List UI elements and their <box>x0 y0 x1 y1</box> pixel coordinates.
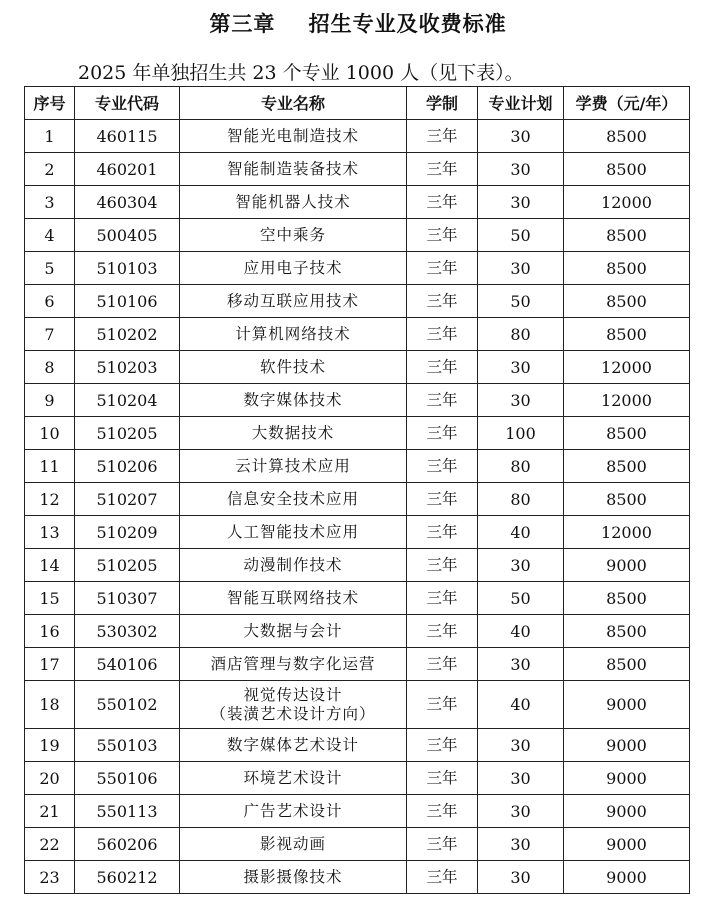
cell-index: 17 <box>25 648 75 681</box>
cell-years: 三年 <box>407 516 478 549</box>
cell-index: 13 <box>25 516 75 549</box>
cell-major-name: 摄影摄像技术 <box>180 861 407 894</box>
cell-fee: 9000 <box>564 795 690 828</box>
cell-index: 14 <box>25 549 75 582</box>
cell-major-name: 数字媒体艺术设计 <box>180 729 407 762</box>
cell-major-code: 510207 <box>75 483 180 516</box>
cell-years: 三年 <box>407 450 478 483</box>
cell-index: 20 <box>25 762 75 795</box>
cell-plan: 50 <box>478 285 564 318</box>
cell-major-name: 移动互联应用技术 <box>180 285 407 318</box>
cell-major-name: 智能光电制造技术 <box>180 120 407 153</box>
table-row <box>25 417 690 450</box>
cell-years: 三年 <box>407 615 478 648</box>
cell-major-name: 环境艺术设计 <box>180 762 407 795</box>
cell-index: 4 <box>25 219 75 252</box>
table-row <box>25 285 690 318</box>
cell-years: 三年 <box>407 351 478 384</box>
cell-plan: 50 <box>478 582 564 615</box>
cell-fee: 12000 <box>564 186 690 219</box>
cell-plan: 30 <box>478 795 564 828</box>
cell-major-name <box>180 681 407 729</box>
cell-major-name: 空中乘务 <box>180 219 407 252</box>
cell-index: 18 <box>25 681 75 729</box>
cell-fee: 12000 <box>564 351 690 384</box>
majors-fee-table <box>24 86 690 894</box>
cell-fee: 8500 <box>564 615 690 648</box>
intro-paragraph: 2025 年单独招生共 23 个专业 1000 人（见下表）。 <box>78 62 524 84</box>
cell-major-code: 560212 <box>75 861 180 894</box>
cell-major-code: 510103 <box>75 252 180 285</box>
table-row <box>25 549 690 582</box>
cell-plan: 30 <box>478 549 564 582</box>
cell-plan: 30 <box>478 828 564 861</box>
cell-index: 7 <box>25 318 75 351</box>
table-row <box>25 351 690 384</box>
cell-fee: 12000 <box>564 384 690 417</box>
major-name-subline: （装潢艺术设计方向） <box>210 704 376 723</box>
table-row <box>25 648 690 681</box>
cell-index: 15 <box>25 582 75 615</box>
cell-plan: 30 <box>478 762 564 795</box>
cell-years: 三年 <box>407 384 478 417</box>
cell-major-code: 550113 <box>75 795 180 828</box>
cell-major-name: 人工智能技术应用 <box>180 516 407 549</box>
cell-years: 三年 <box>407 318 478 351</box>
cell-fee: 8500 <box>564 483 690 516</box>
cell-index: 2 <box>25 153 75 186</box>
cell-years: 三年 <box>407 861 478 894</box>
cell-plan: 30 <box>478 648 564 681</box>
table-row <box>25 483 690 516</box>
cell-major-code: 510202 <box>75 318 180 351</box>
cell-years: 三年 <box>407 252 478 285</box>
table-row <box>25 219 690 252</box>
cell-major-name: 软件技术 <box>180 351 407 384</box>
cell-years: 三年 <box>407 120 478 153</box>
table-row <box>25 762 690 795</box>
cell-major-code: 500405 <box>75 219 180 252</box>
table-row <box>25 582 690 615</box>
cell-plan: 50 <box>478 219 564 252</box>
table-row <box>25 120 690 153</box>
cell-years: 三年 <box>407 219 478 252</box>
cell-years: 三年 <box>407 729 478 762</box>
cell-plan: 30 <box>478 120 564 153</box>
cell-years: 三年 <box>407 285 478 318</box>
cell-major-name: 大数据与会计 <box>180 615 407 648</box>
cell-plan: 30 <box>478 729 564 762</box>
cell-fee: 8500 <box>564 120 690 153</box>
cell-years: 三年 <box>407 648 478 681</box>
cell-fee: 9000 <box>564 681 690 729</box>
cell-major-code: 510205 <box>75 549 180 582</box>
cell-major-name: 智能机器人技术 <box>180 186 407 219</box>
cell-plan: 30 <box>478 861 564 894</box>
cell-years: 三年 <box>407 681 478 729</box>
cell-index: 22 <box>25 828 75 861</box>
cell-major-code: 510106 <box>75 285 180 318</box>
table-row <box>25 828 690 861</box>
cell-major-name: 应用电子技术 <box>180 252 407 285</box>
cell-index: 8 <box>25 351 75 384</box>
cell-index: 23 <box>25 861 75 894</box>
header-name: 专业名称 <box>180 87 407 120</box>
cell-major-code: 560206 <box>75 828 180 861</box>
table-row <box>25 729 690 762</box>
table-row <box>25 384 690 417</box>
cell-major-name: 酒店管理与数字化运营 <box>180 648 407 681</box>
cell-index: 6 <box>25 285 75 318</box>
chapter-title: 第三章 招生专业及收费标准 <box>209 12 507 36</box>
table-row <box>25 681 690 729</box>
cell-major-code: 530302 <box>75 615 180 648</box>
cell-major-name: 信息安全技术应用 <box>180 483 407 516</box>
header-years: 学制 <box>407 87 478 120</box>
header-index: 序号 <box>25 87 75 120</box>
cell-plan: 30 <box>478 186 564 219</box>
cell-plan: 40 <box>478 516 564 549</box>
cell-fee: 12000 <box>564 516 690 549</box>
cell-years: 三年 <box>407 762 478 795</box>
header-plan: 专业计划 <box>478 87 564 120</box>
table-header <box>25 87 690 120</box>
cell-major-name: 大数据技术 <box>180 417 407 450</box>
cell-major-code: 510206 <box>75 450 180 483</box>
cell-fee: 8500 <box>564 648 690 681</box>
cell-index: 5 <box>25 252 75 285</box>
cell-major-code: 510204 <box>75 384 180 417</box>
cell-major-code: 550102 <box>75 681 180 729</box>
header-fee: 学费（元/年） <box>564 87 690 120</box>
cell-index: 1 <box>25 120 75 153</box>
cell-years: 三年 <box>407 795 478 828</box>
cell-major-name: 广告艺术设计 <box>180 795 407 828</box>
cell-index: 12 <box>25 483 75 516</box>
cell-major-name: 计算机网络技术 <box>180 318 407 351</box>
cell-major-name: 影视动画 <box>180 828 407 861</box>
cell-fee: 8500 <box>564 450 690 483</box>
table-row <box>25 795 690 828</box>
cell-years: 三年 <box>407 186 478 219</box>
cell-fee: 9000 <box>564 828 690 861</box>
cell-major-code: 510209 <box>75 516 180 549</box>
table-row <box>25 186 690 219</box>
header-code: 专业代码 <box>75 87 180 120</box>
cell-major-name: 智能互联网络技术 <box>180 582 407 615</box>
cell-major-code: 540106 <box>75 648 180 681</box>
cell-major-code: 550106 <box>75 762 180 795</box>
cell-fee: 8500 <box>564 582 690 615</box>
table-row <box>25 252 690 285</box>
table-row <box>25 861 690 894</box>
table-row <box>25 450 690 483</box>
cell-major-name: 云计算技术应用 <box>180 450 407 483</box>
cell-fee: 8500 <box>564 285 690 318</box>
cell-major-code: 510205 <box>75 417 180 450</box>
cell-plan: 40 <box>478 615 564 648</box>
cell-index: 10 <box>25 417 75 450</box>
cell-index: 9 <box>25 384 75 417</box>
cell-major-name: 动漫制作技术 <box>180 549 407 582</box>
table-row <box>25 615 690 648</box>
cell-index: 21 <box>25 795 75 828</box>
cell-plan: 80 <box>478 483 564 516</box>
cell-index: 16 <box>25 615 75 648</box>
cell-plan: 100 <box>478 417 564 450</box>
table-row <box>25 153 690 186</box>
table-row <box>25 318 690 351</box>
cell-years: 三年 <box>407 417 478 450</box>
cell-major-name: 数字媒体技术 <box>180 384 407 417</box>
cell-fee: 8500 <box>564 219 690 252</box>
cell-years: 三年 <box>407 549 478 582</box>
cell-fee: 9000 <box>564 549 690 582</box>
cell-plan: 30 <box>478 384 564 417</box>
major-name-line: 视觉传达设计 <box>243 685 343 704</box>
cell-major-code: 460304 <box>75 186 180 219</box>
cell-index: 19 <box>25 729 75 762</box>
cell-plan: 30 <box>478 351 564 384</box>
header-row <box>25 87 690 120</box>
cell-fee: 9000 <box>564 729 690 762</box>
cell-years: 三年 <box>407 153 478 186</box>
cell-index: 3 <box>25 186 75 219</box>
cell-years: 三年 <box>407 483 478 516</box>
cell-years: 三年 <box>407 582 478 615</box>
cell-fee: 9000 <box>564 762 690 795</box>
cell-plan: 30 <box>478 153 564 186</box>
cell-fee: 8500 <box>564 417 690 450</box>
cell-plan: 80 <box>478 318 564 351</box>
cell-plan: 30 <box>478 252 564 285</box>
cell-fee: 8500 <box>564 153 690 186</box>
cell-major-code: 550103 <box>75 729 180 762</box>
cell-years: 三年 <box>407 828 478 861</box>
cell-fee: 8500 <box>564 318 690 351</box>
cell-major-code: 510307 <box>75 582 180 615</box>
table-row <box>25 516 690 549</box>
cell-index: 11 <box>25 450 75 483</box>
table-body <box>25 120 690 894</box>
cell-major-code: 460115 <box>75 120 180 153</box>
cell-major-code: 460201 <box>75 153 180 186</box>
cell-major-name: 智能制造装备技术 <box>180 153 407 186</box>
cell-plan: 80 <box>478 450 564 483</box>
cell-fee: 8500 <box>564 252 690 285</box>
cell-major-code: 510203 <box>75 351 180 384</box>
cell-plan: 40 <box>478 681 564 729</box>
cell-fee: 9000 <box>564 861 690 894</box>
